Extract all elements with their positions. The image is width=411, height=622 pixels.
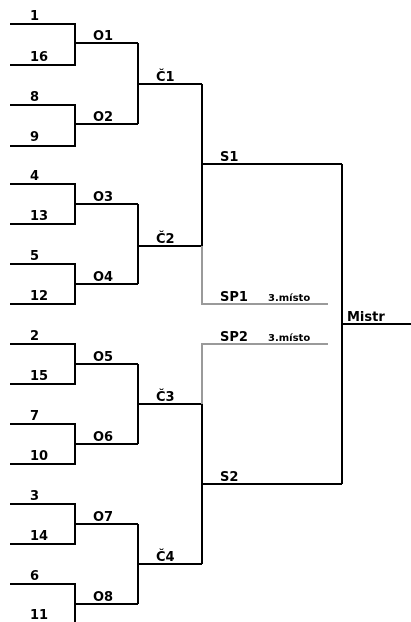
seed-label: 1	[30, 9, 40, 24]
match-label-s2: S2	[220, 470, 239, 485]
match-label-o8: O8	[93, 590, 114, 605]
seed-label: 5	[30, 249, 40, 264]
match-label-sp1: SP1	[220, 290, 248, 305]
seed-label: 4	[30, 169, 40, 184]
seed-label: 14	[30, 529, 49, 544]
match-label-o7: O7	[93, 510, 114, 525]
seed-label: 11	[30, 608, 49, 622]
match-label-o5: O5	[93, 350, 114, 365]
match-label-sp2: SP2	[220, 330, 248, 345]
third-place-note: 3.místo	[268, 293, 311, 304]
seed-label: 16	[30, 50, 49, 65]
semi-labels	[220, 150, 238, 485]
seed-label: 2	[30, 329, 40, 344]
seed-label: 8	[30, 90, 40, 105]
seed-label: 15	[30, 369, 49, 384]
round1-labels	[93, 29, 113, 605]
match-label-s1: S1	[220, 150, 239, 165]
seed-label: 13	[30, 209, 49, 224]
quarter-labels	[156, 69, 175, 565]
match-label-c3: Č3	[156, 390, 175, 405]
seed-label: 12	[30, 289, 49, 304]
seed-label: 6	[30, 569, 40, 584]
seed-label: 7	[30, 409, 40, 424]
match-label-o4: O4	[93, 270, 114, 285]
seed-label: 10	[30, 449, 49, 464]
seed-label: 3	[30, 489, 40, 504]
match-label-o1: O1	[93, 29, 114, 44]
match-label-o6: O6	[93, 430, 114, 445]
third-place-labels	[220, 290, 310, 345]
match-label-o3: O3	[93, 190, 114, 205]
seed-label: 9	[30, 130, 40, 145]
match-label-c4: Č4	[156, 550, 175, 565]
third-place-note: 3.místo	[268, 333, 311, 344]
seed-labels	[30, 9, 48, 622]
match-label-c1: Č1	[156, 70, 175, 85]
match-label-c2: Č2	[156, 232, 175, 247]
match-label-o2: O2	[93, 110, 114, 125]
final-label: Mistr	[347, 310, 385, 325]
